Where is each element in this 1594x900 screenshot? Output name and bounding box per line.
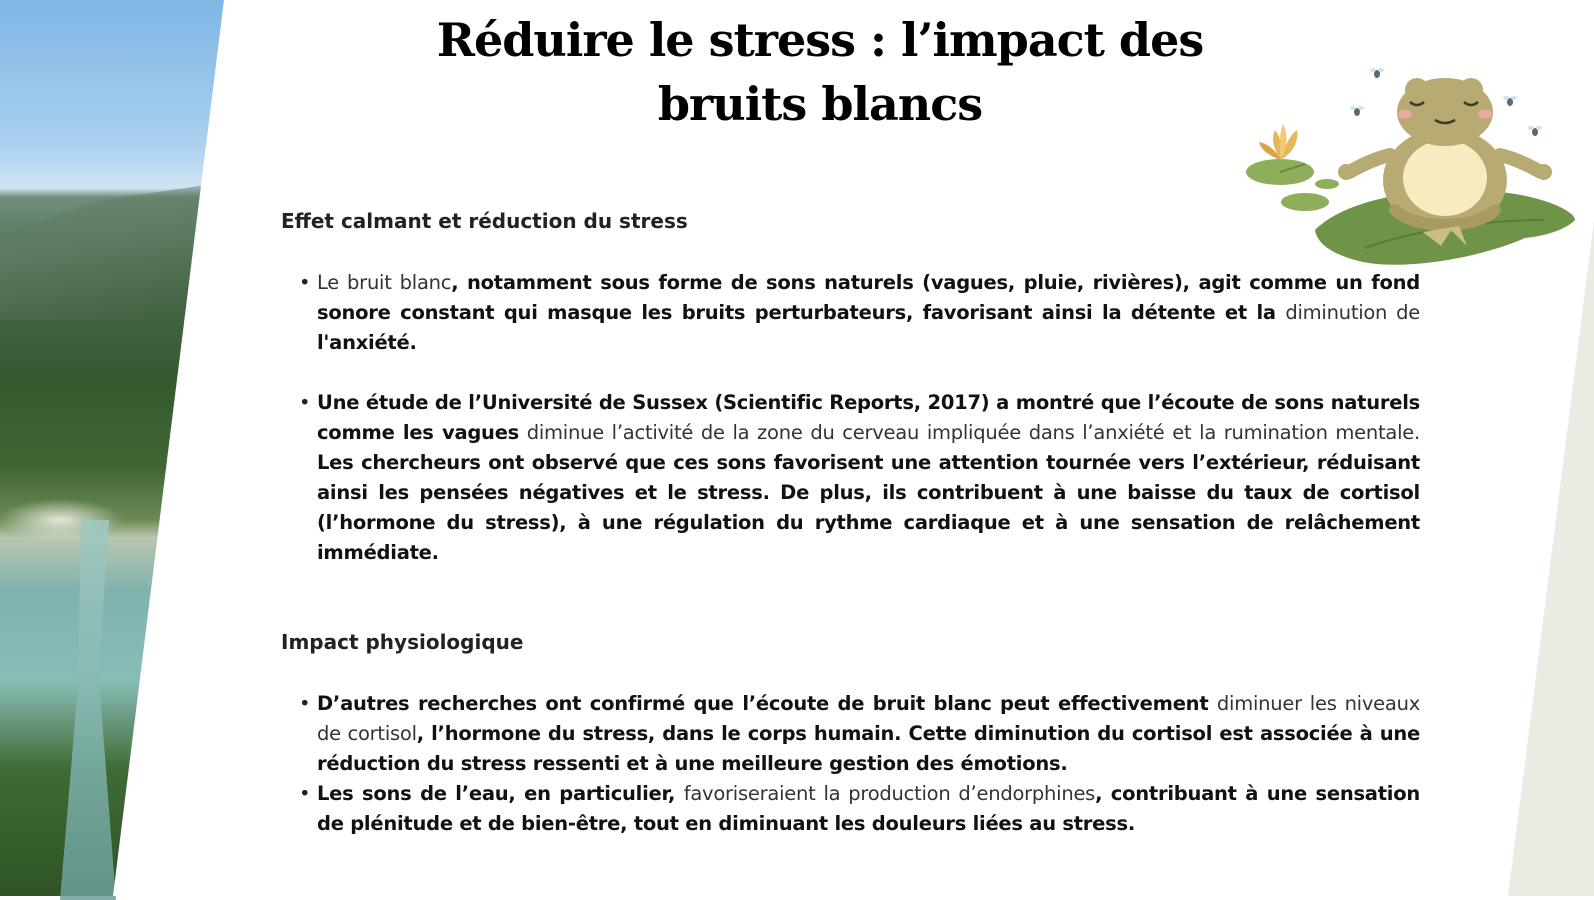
meditating-frog-icon (1245, 60, 1590, 275)
text-run: D’autres recherches ont confirmé que l’écoute de bruit blanc peut effectivement (317, 692, 1217, 715)
text-run: diminue l’activité de la zone du cerveau impliquée dans l’anxiété et la rumination mentale. (519, 421, 1420, 444)
text-run: diminution de (1285, 301, 1421, 324)
lotus-icon (1259, 124, 1297, 160)
text-run: , notamment sous forme de sons naturels (vagues, pluie, rivières), agit comme un fond sonore constant qui masque les bruits perturbateurs, favorisant ainsi la détente et la (317, 271, 1420, 324)
calming-bullet-list (317, 268, 1420, 568)
text-run: Les sons de l’eau, en particulier, (317, 782, 684, 805)
text-run: Le bruit blanc (317, 271, 452, 294)
bullet-cortisol (317, 689, 1420, 779)
lily-pad-3-icon (1315, 179, 1339, 189)
lily-pad-2-icon (1281, 193, 1329, 211)
text-run: Une étude de l’Université de Sussex (Scientific Reports, 2017) a montré que l’écoute de sons naturels comme les vagues (317, 391, 1420, 444)
section-heading-calming: Effet calmant et réduction du stress (281, 209, 688, 233)
physiological-bullet-list (317, 689, 1420, 839)
bullet-water-sounds (317, 779, 1420, 839)
text-run: Les chercheurs ont observé que ces sons favorisent une attention tournée vers l’extérieur, réduisant ainsi les pensées négatives et le stress. De plus, ils contribuent à une baisse du taux de cortisol (l’hormone du stress), à une régulation du rythme cardiaque et à une sensation de relâchement immédiate. (317, 451, 1420, 564)
bullet-white-noise (317, 268, 1420, 358)
section-heading-physiological: Impact physiologique (281, 630, 524, 654)
text-run: favoriseraient la production d’endorphines (683, 782, 1096, 805)
text-run: l'anxiété. (317, 331, 417, 354)
text-run: , l’hormone du stress, dans le corps humain. Cette diminution du cortisol est associée à une réduction du stress ressenti et à une meilleure gestion des émotions. (317, 722, 1420, 775)
bullet-sussex-study (317, 388, 1420, 568)
text-run: , contribuant à une sensation de plénitude et de bien-être, tout en diminuant les douleurs liées au stress. (317, 782, 1420, 835)
slide-title: Réduire le stress : l’impact des bruits blancs (436, 13, 1204, 131)
text-run: diminuer les niveaux de cortisol (317, 692, 1420, 745)
